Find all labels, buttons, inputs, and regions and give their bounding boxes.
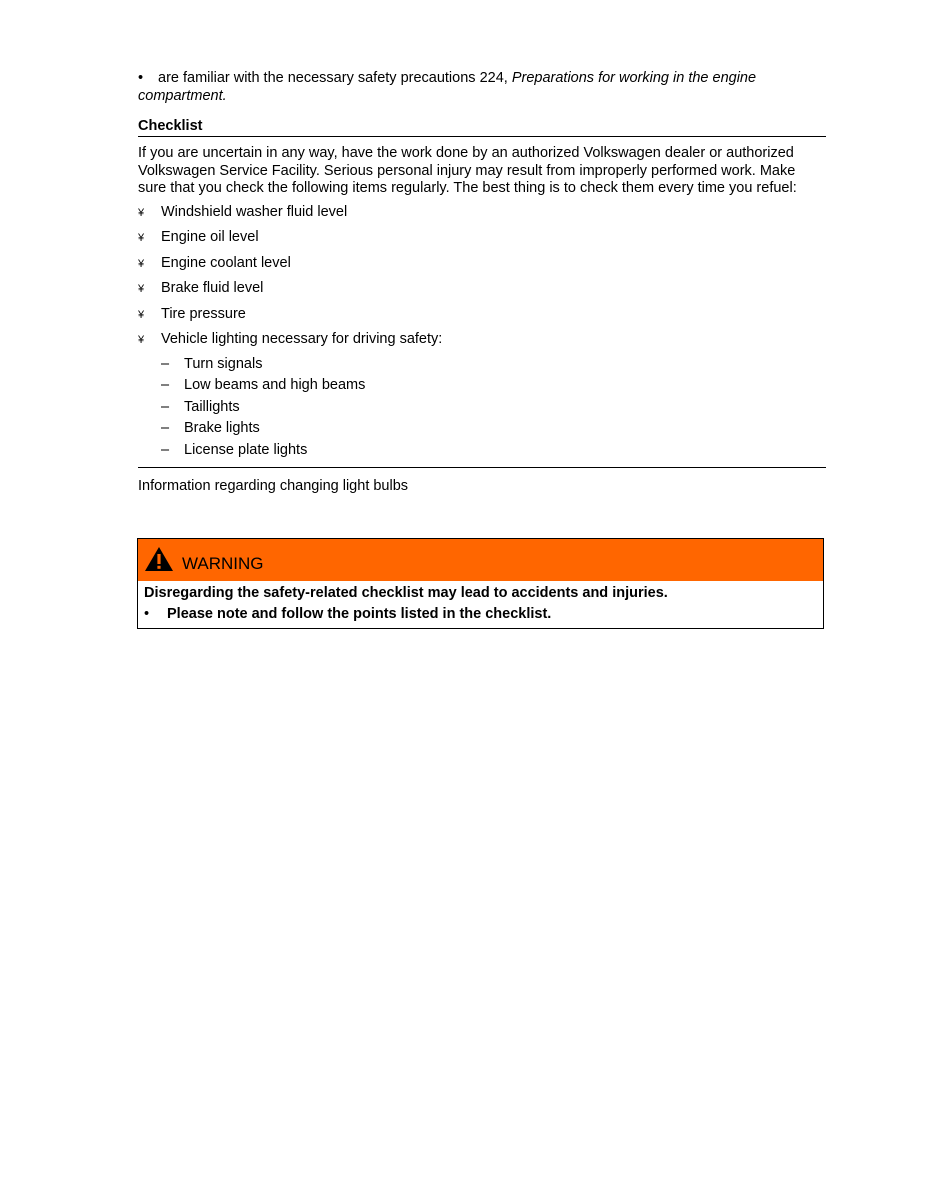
cross-reference-link[interactable]: Preparations for working in the engine <box>511 70 757 86</box>
dash-mark: – <box>161 398 170 415</box>
warning-statement: Disregarding the safety-related checklist may lead to accidents and injuries. <box>144 585 668 601</box>
checklist-paragraph: If you are uncertain in any way, have the work done by an authorized Volkswagen dealer or authorized Volkswagen Service Facility. Serious personal injury may result from improperly performed work. Make sure that you check the following items regularly. The best thing is to check them every time you refuel: <box>138 145 797 196</box>
list-item: ¥ Windshield washer fluid level <box>138 204 826 222</box>
lighting-sublist <box>161 356 826 460</box>
bullet-mark: • <box>138 70 144 86</box>
sublist-item: – Taillights <box>161 398 240 415</box>
warning-instruction: Please note and follow the points listed in the checklist. <box>167 606 552 622</box>
dash-mark: – <box>161 441 170 458</box>
sublist-item: – Low beams and high beams <box>161 377 366 393</box>
section-title-checklist: Checklist <box>138 117 826 137</box>
check-mark: ¥ <box>138 257 145 270</box>
check-mark: ¥ <box>138 334 145 346</box>
list-item: ¥ Brake fluid level <box>138 280 826 298</box>
warning-triangle-icon <box>144 546 174 572</box>
cross-reference-link-continued[interactable]: compartment. <box>138 88 227 104</box>
check-mark: ¥ <box>138 308 145 321</box>
sublist-item: – Brake lights <box>161 420 260 436</box>
intro-bullet-item <box>138 69 826 105</box>
document-page <box>138 69 826 495</box>
info-link[interactable]: Information regarding changing light bulbs <box>138 478 409 494</box>
warning-box <box>137 538 824 629</box>
intro-text: are familiar with the necessary safety precautions 224, <box>158 70 512 86</box>
bullet-mark: • <box>144 606 150 622</box>
check-mark: ¥ <box>138 206 145 219</box>
check-mark: ¥ <box>138 283 145 295</box>
list-item: ¥ Tire pressure <box>138 306 826 324</box>
dash-mark: – <box>161 377 170 393</box>
list-item: ¥ Engine coolant level <box>138 255 826 273</box>
list-item: ¥ Vehicle lighting necessary for driving safety: – Turn signals – Low beams and high beams – Taillights – Brake lights – License plate lights <box>138 331 826 459</box>
dash-mark: – <box>161 355 170 372</box>
check-mark: ¥ <box>138 232 145 244</box>
list-item: ¥ Engine oil level <box>138 229 826 247</box>
section-divider <box>138 467 826 468</box>
checklist-list <box>138 204 826 460</box>
sublist-item: – Turn signals <box>161 355 263 372</box>
warning-title: WARNING <box>182 554 264 573</box>
sublist-item: – License plate lights <box>161 441 308 458</box>
warning-body <box>138 581 823 628</box>
dash-mark: – <box>161 420 170 436</box>
warning-header <box>138 539 823 581</box>
warning-bullet-item <box>144 604 817 625</box>
